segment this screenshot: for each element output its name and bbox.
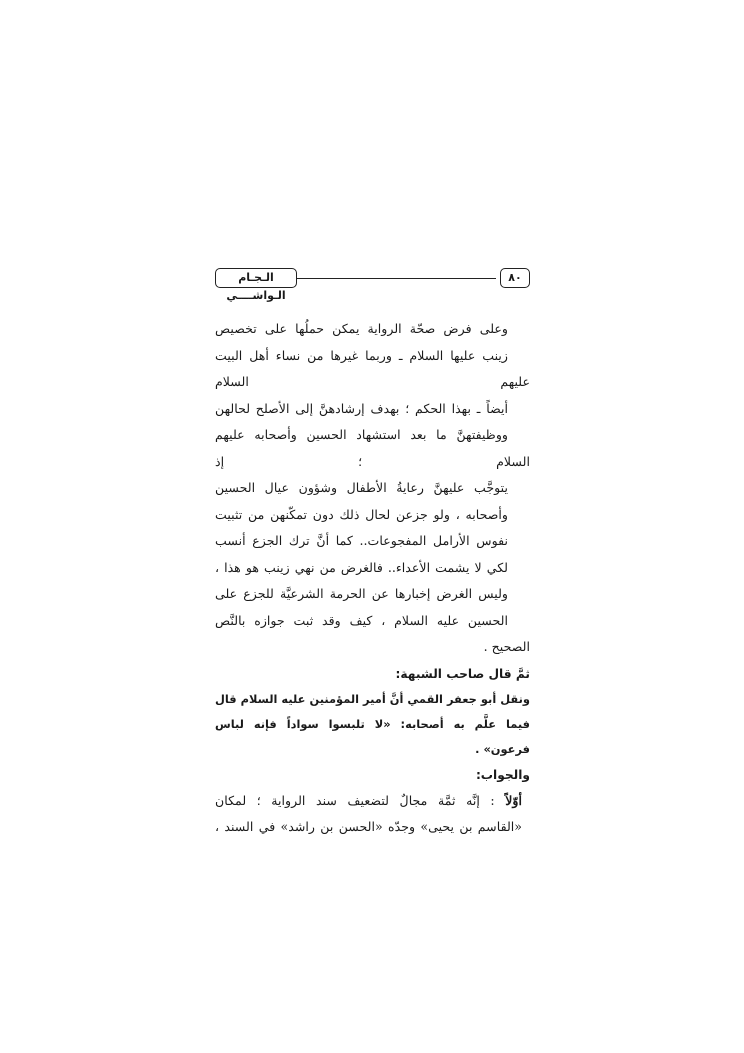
header-rule [295, 278, 496, 279]
answer-line-text: : إنَّه ثمَّة مجالٌ لتضعيف سند الرواية ؛ لمكان [215, 792, 495, 808]
text-line: نفوس الأرامل المفجوعات.. كما أنَّ ترك الجزع أنسب [215, 533, 508, 548]
quote-line: ونقل أبو جعفر القمي أنَّ أمير المؤمنين عليه السلام قال [215, 691, 530, 706]
page-body [215, 316, 530, 841]
answer-paragraph [215, 788, 530, 841]
main-paragraph [215, 316, 530, 661]
text-line: وليس الغرض إخبارها عن الحرمة الشرعيَّة للجزع على [215, 586, 508, 601]
page-number: ٨٠ [500, 268, 530, 288]
book-page [215, 268, 530, 841]
running-title: الـجـام الـواشــــي [215, 268, 297, 288]
text-line: يتوجَّب عليهنَّ رعايةُ الأطفال وشؤون عيال الحسين [215, 480, 508, 495]
answer-heading: والجواب: [475, 767, 530, 782]
text-line: وعلى فرض صحّة الرواية يمكن حملُها على تخصيص [215, 321, 508, 336]
text-line: لكي لا يشمت الأعداء.. فالغرض من نهي زينب هو هذا ، [215, 559, 508, 575]
text-line: الحسين عليه السلام ، كيف وقد ثبت جوازه بالنَّص الصحيح . [215, 612, 530, 654]
page-header [215, 268, 530, 302]
section-heading: ثمَّ قال صاحب الشبهة: [395, 666, 530, 681]
text-line: زينب عليها السلام ـ وربما غيرها من نساء أهل البيت عليهم السلام [215, 347, 530, 389]
quoted-passage [215, 687, 530, 762]
text-line: ووظيفتهنَّ ما بعد استشهاد الحسين وأصحابه عليهم السلام ؛ إذ [215, 427, 530, 469]
answer-line [215, 788, 530, 815]
answer-line: «القاسم بن يحيى» وجدّه «الحسن بن راشد» في السند ، [215, 819, 522, 834]
quote-line: فيما علَّم به أصحابه: «لا تلبسوا سواداً فإنه لباس فرعون» . [215, 716, 530, 756]
text-line: وأصحابه ، ولو جزعن لحال ذلك دون تمكّنهن من تثبيت [215, 506, 508, 522]
text-line: أيضاً ـ بهذا الحكم ؛ بهدف إرشادهنَّ إلى الأصلح لحالهن [215, 400, 508, 416]
answer-lead: أوّلاً [505, 792, 522, 808]
